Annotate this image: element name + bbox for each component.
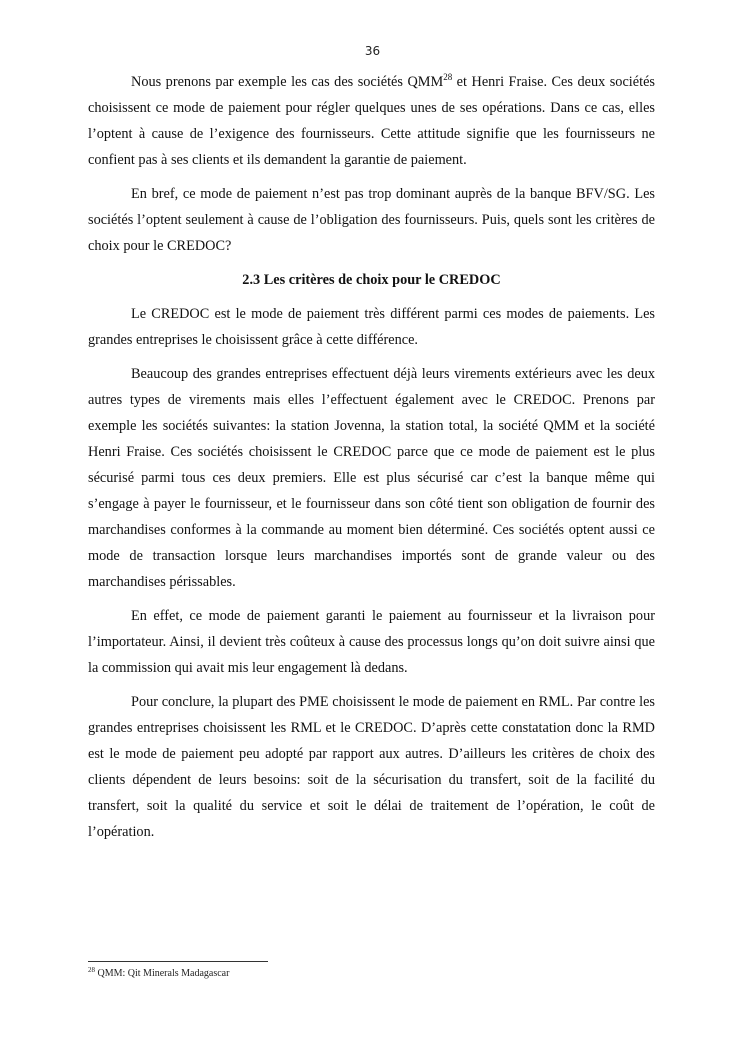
paragraph-1 <box>88 69 655 173</box>
page-number: 36 <box>364 44 381 58</box>
footnote-text: QMM: Qit Minerals Madagascar <box>95 968 230 979</box>
paragraph-1-text-end: et Henri Fraise. Ces deux sociétés choisissent ce mode de paiement pour régler quelques unes de ses opérations. Dans ce cas, elles l’optent à cause de l’exigence des fournisseurs. Cette attitude signifie que les fournisseurs ne confient pas à ses clients et ils demandent la garantie de paiement. <box>88 74 655 168</box>
footnote <box>88 967 229 981</box>
footnote-number: 28 <box>88 966 95 974</box>
footnote-reference[interactable]: 28 <box>443 72 453 82</box>
paragraph-3: Le CREDOC est le mode de paiement très différent parmi ces modes de paiements. Les grandes entreprises le choisissent grâce à cette différence. <box>88 306 655 348</box>
section-heading: 2.3 Les critères de choix pour le CREDOC <box>242 272 501 288</box>
document-body <box>88 69 655 853</box>
paragraph-4: Beaucoup des grandes entreprises effectuent déjà leurs virements extérieurs avec les deux autres types de virements mais elles l’effectuent également avec le CREDOC. Prenons par exemple les sociétés suivantes: la station Jovenna, la station total, la société QMM et la société Henri Fraise. Ces sociétés choisissent le CREDOC parce que ce mode de paiement est le plus sécurisé parmi tous ces deux premiers. Elle est plus sécurisé car c’est la banque même qui s’engage à payer le fournisseur, et le fournisseur dans son côté tient son obligation de fournir des marchandises conformes à la commande au moment bien déterminé. Ces sociétés optent aussi ce mode de transaction lorsque leurs marchandises importés sont de grande valeur ou des marchandises périssables. <box>88 366 655 590</box>
paragraph-5: En effet, ce mode de paiement garanti le paiement au fournisseur et la livraison pour l’importateur. Ainsi, il devient très coûteux à cause des processus longs qu’on doit suivre ainsi que la commission qui avait mis leur engagement là dedans. <box>88 608 655 676</box>
paragraph-6: Pour conclure, la plupart des PME choisissent le mode de paiement en RML. Par contre les grandes entreprises choisissent les RML et le CREDOC. D’après cette constatation donc la RMD est le mode de paiement peu adopté par rapport aux autres. D’ailleurs les critères de choix des clients dépendent de leurs besoins: soit de la sécurisation du transfert, soit de la facilité du transfert, soit la qualité du service et soit le délai de traitement de l’opération, le coût de l’opération. <box>88 694 655 840</box>
paragraph-2: En bref, ce mode de paiement n’est pas trop dominant auprès de la banque BFV/SG. Les sociétés l’optent seulement à cause de l’obligation des fournisseurs. Puis, quels sont les critères de choix pour le CREDOC? <box>88 186 655 254</box>
footnote-separator <box>88 961 268 962</box>
paragraph-1-text-start: Nous prenons par exemple les cas des sociétés QMM <box>131 74 444 90</box>
